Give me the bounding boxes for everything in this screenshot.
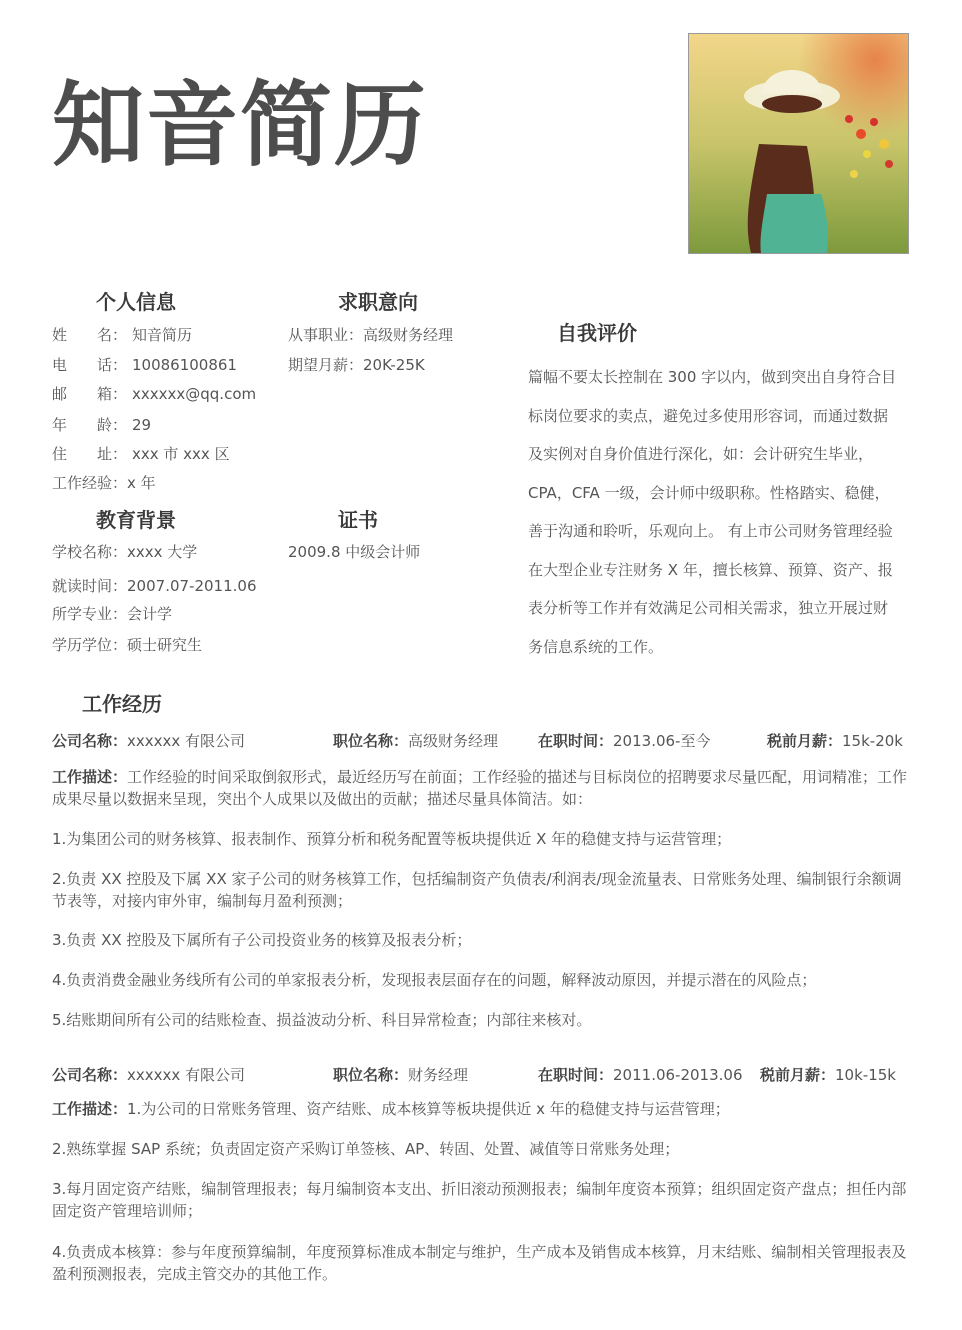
self-eval-heading: 自我评价 [557,321,637,345]
self-eval-text: 篇幅不要太长控制在 300 字以内，做到突出自身符合目标岗位要求的卖点，避免过多使用形容词，而通过数据及实例对自身价值进行深化，如：会计研究生毕业，CPA，CFA 一级，会计师中级职称。性格踏实、稳健，善于沟通和聆听，乐观向上。 有上市公司财务管理经验 在大型企业专注财务 X 年，擅长核算、预算、资产、报表分析等工作并有效满足公司相关需求，独立开展过财务信息系统的工作。 [528,368,897,656]
job2-salary: 税前月薪：10k-15k [760,1066,896,1084]
certificate-item: 2009.8 中级会计师 [288,543,421,561]
email-row: 邮 箱： xxxxxx@qq.com [52,385,257,403]
personal-info-heading: 个人信息 [96,290,176,314]
intent-occupation-row: 从事职业：高级财务经理 [288,326,454,344]
job2-company: 公司名称：xxxxxx 有限公司 [52,1066,246,1084]
job1-company: 公司名称：xxxxxx 有限公司 [52,732,246,750]
job1-item-4: 4.负责消费金融业务线所有公司的单家报表分析，发现报表层面存在的问题，解释波动原因，并提示潜在的风险点； [52,971,817,989]
job2-item-4: 4.负责成本核算：参与年度预算编制，年度预算标准成本制定与维护，生产成本及销售成本核算，月末结账、编制相关管理报表及盈利预测报表，完成主管交办的其他工作。 [52,1243,907,1283]
job2-item-2: 2.熟练掌握 SAP 系统；负责固定资产采购订单签核、AP、转固、处置、减值等日常账务处理； [52,1140,680,1158]
job1-item-2: 2.负责 XX 控股及下属 XX 家子公司的财务核算工作，包括编制资产负债表/利润表/现金流量表、日常账务处理、编制银行余额调节表等，对接内审外审，编制每月盈利预测； [52,870,902,910]
job2-item-3: 3.每月固定资产结账，编制管理报表；每月编制资本支出、折旧滚动预测报表；编制年度资本预算；组织固定资产盘点；担任内部固定资产管理培训师； [52,1180,907,1220]
job1-item-3: 3.负责 XX 控股及下属所有子公司投资业务的核算及报表分析； [52,931,472,949]
profile-photo [688,33,909,254]
job2-time: 在职时间：2011.06-2013.06 [538,1066,743,1084]
study-period-row: 就读时间：2007.07-2011.06 [52,577,257,595]
job1-item-1: 1.为集团公司的财务核算、报表制作、预算分析和税务配置等板块提供近 X 年的稳健支持与运营管理； [52,830,732,848]
school-row: 学校名称：xxxx 大学 [52,543,198,561]
job1-position: 职位名称：高级财务经理 [333,732,499,750]
phone-row: 电 话： 10086100861 [52,356,237,374]
degree-row: 学历学位：硕士研究生 [52,636,203,654]
job1-salary: 税前月薪：15k-20k [767,732,903,750]
job2-position: 职位名称：财务经理 [333,1066,469,1084]
job-intent-heading: 求职意向 [338,290,418,314]
portrait-photo-icon [689,34,908,253]
address-row: 住 址： xxx 市 xxx 区 [52,445,230,463]
job1-description: 工作描述：工作经验的时间采取倒叙形式，最近经历写在前面；工作经验的描述与目标岗位的招聘要求尽量匹配，用词精准；工作成果尽量以数据来呈现，突出个人成果以及做出的贡献；描述尽量具体简洁。如： [52,768,908,808]
major-row: 所学专业：会计学 [52,605,173,623]
age-row: 年 龄： 29 [52,416,152,434]
job2-description: 工作描述：1.为公司的日常账务管理、资产结账、成本核算等板块提供近 x 年的稳健支持与运营管理； [52,1100,730,1118]
job1-time: 在职时间：2013.06-至今 [538,732,711,750]
education-heading: 教育背景 [96,508,176,532]
experience-row: 工作经验：x 年 [52,474,156,492]
job1-item-5: 5.结账期间所有公司的结账检查、损益波动分析、科目异常检查；内部往来核对。 [52,1011,592,1029]
resume-title: 知音简历 [52,72,429,179]
intent-salary-row: 期望月薪：20K-25K [288,356,425,374]
certificate-heading: 证书 [338,508,378,532]
name-row: 姓 名： 知音简历 [52,326,193,344]
work-experience-heading: 工作经历 [82,692,162,716]
